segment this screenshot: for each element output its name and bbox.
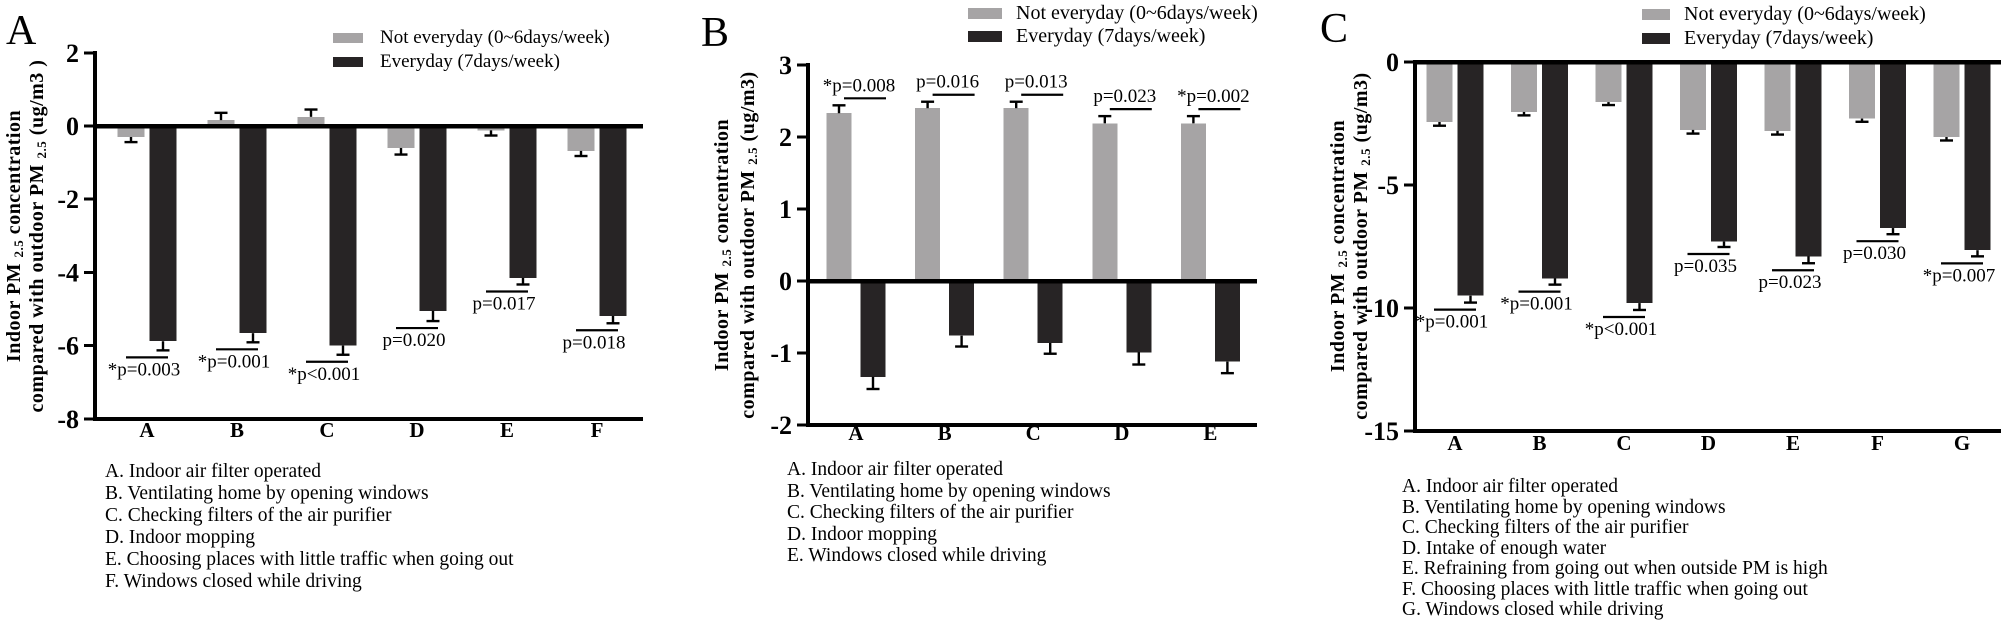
panel-label-c: C <box>1320 6 1349 52</box>
panel-label-b: B <box>701 10 730 56</box>
footnotes-panel-c <box>1402 477 1828 621</box>
y-tick-label: -6 <box>57 331 79 361</box>
bar-not-everyday-E <box>1765 62 1791 131</box>
footnote-line: G. Windows closed while driving <box>1402 599 1664 620</box>
y-tick-label: -4 <box>57 258 79 288</box>
y-axis-label: compared with outdoor PM 2.5 (ug/m3) <box>737 71 760 419</box>
y-axis-label: compared with outdoor PM 2.5 (ug/m3) <box>1350 72 1373 420</box>
category-label: E <box>499 418 515 442</box>
pvalue-label: *p=0.001 <box>1415 311 1489 333</box>
bar-not-everyday-G <box>1934 62 1960 137</box>
bar-everyday-B <box>1542 62 1568 278</box>
footnote-line: C. Checking filters of the air purifier <box>1402 517 1689 538</box>
footnote-line: C. Checking filters of the air purifier <box>787 502 1074 523</box>
category-label: D <box>1700 431 1717 455</box>
category-label: C <box>1025 421 1041 445</box>
category-label: B <box>1532 431 1547 455</box>
bar-everyday-F <box>600 126 627 316</box>
legend-row-not-everyday <box>1642 2 1926 26</box>
legend-row-not-everyday <box>333 26 610 50</box>
y-tick-label: 0 <box>66 112 79 141</box>
bar-not-everyday-D <box>388 126 415 148</box>
y-tick-label: 3 <box>779 51 792 80</box>
legend-panel-b <box>968 2 1258 48</box>
pvalue-label: p=0.023 <box>1093 86 1157 108</box>
y-axis-label: Indoor PM 2.5 concentration <box>1327 119 1350 373</box>
bar-not-everyday-A <box>1427 62 1453 122</box>
category-label: C <box>1616 431 1632 455</box>
pvalue-label: p=0.030 <box>1843 243 1906 265</box>
footnote-line: A. Indoor air filter operated <box>1402 476 1619 497</box>
bar-everyday-E <box>510 126 537 278</box>
bar-everyday-D <box>420 126 447 311</box>
pvalue-label: *p=0.001 <box>1500 293 1573 315</box>
footnote-line: D. Indoor mopping <box>787 523 938 545</box>
everyday-swatch <box>1642 33 1670 44</box>
legend-row-everyday <box>333 50 610 74</box>
not-everyday-swatch <box>1642 9 1670 20</box>
bar-not-everyday-C <box>1004 108 1029 281</box>
footnote-line: A. Indoor air filter operated <box>105 461 322 482</box>
category-label: E <box>1785 431 1801 455</box>
footnotes-panel-b <box>787 459 1111 567</box>
pvalue-label: p=0.023 <box>1758 272 1822 294</box>
bar-everyday-A <box>861 281 886 377</box>
pvalue-label: *p=0.003 <box>107 359 181 381</box>
y-axis-label: Indoor PM 2.5 concentration <box>711 118 734 372</box>
not-everyday-label: Not everyday (0~6days/week) <box>380 27 610 48</box>
pvalue-label: p=0.016 <box>916 71 980 93</box>
footnote-line: B. Ventilating home by opening windows <box>1402 496 1726 518</box>
bar-everyday-D <box>1711 62 1737 242</box>
bar-not-everyday-B <box>915 108 940 281</box>
footnote-line: B. Ventilating home by opening windows <box>787 480 1111 502</box>
category-label: D <box>409 418 425 442</box>
footnote-line: F. Choosing places with little traffic when going out <box>1402 578 1808 600</box>
legend-panel-a <box>333 26 610 74</box>
bar-everyday-E <box>1215 281 1240 362</box>
bar-everyday-E <box>1796 62 1822 256</box>
category-label: E <box>1203 421 1218 445</box>
bar-everyday-B <box>949 281 974 336</box>
pvalue-label: *p=0.008 <box>822 75 896 97</box>
footnote-line: B. Ventilating home by opening windows <box>105 483 429 504</box>
category-label: B <box>937 421 952 445</box>
category-label: A <box>1447 431 1463 455</box>
footnote-line: E. Choosing places with little traffic when going out <box>105 549 514 570</box>
pvalue-label: *p<0.001 <box>1584 318 1658 340</box>
footnote-line: D. Indoor mopping <box>105 527 256 548</box>
footnotes-panel-a <box>105 461 514 593</box>
category-label: A <box>848 421 864 445</box>
chart-panel-B <box>711 51 1257 445</box>
y-tick-label: -10 <box>1364 294 1399 323</box>
y-tick-label: 2 <box>779 123 792 152</box>
not-everyday-label: Not everyday (0~6days/week) <box>1016 2 1258 24</box>
y-tick-label: 2 <box>66 38 79 68</box>
y-axis-label: Indoor PM 2.5 concentration <box>3 109 26 363</box>
pvalue-label: *p=0.007 <box>1922 265 1996 287</box>
everyday-label: Everyday (7days/week) <box>380 51 560 72</box>
legend-panel-c <box>1642 2 1926 50</box>
y-tick-label: -15 <box>1364 417 1399 446</box>
y-tick-label: -2 <box>57 185 79 215</box>
y-tick-label: -8 <box>57 404 79 434</box>
everyday-swatch <box>968 31 1002 42</box>
bar-not-everyday-B <box>1511 62 1537 112</box>
chart-panel-A <box>3 39 643 442</box>
footnote-line: F. Windows closed while driving <box>105 571 362 592</box>
not-everyday-label: Not everyday (0~6days/week) <box>1684 2 1926 25</box>
pvalue-label: p=0.035 <box>1674 255 1737 277</box>
bar-not-everyday-A <box>827 113 852 281</box>
bar-everyday-C <box>1627 62 1653 303</box>
bar-not-everyday-D <box>1092 123 1117 281</box>
pvalue-label: *p=0.001 <box>197 351 271 373</box>
everyday-label: Everyday (7days/week) <box>1016 25 1206 47</box>
y-tick-label: 0 <box>1386 48 1399 77</box>
y-tick-label: 1 <box>779 195 792 224</box>
y-tick-label: -5 <box>1377 171 1399 200</box>
panel-label-a: A <box>6 8 37 54</box>
bar-not-everyday-C <box>1596 62 1622 102</box>
bar-everyday-F <box>1880 62 1906 228</box>
bar-everyday-A <box>150 126 177 341</box>
not-everyday-swatch <box>333 33 363 43</box>
y-axis-label: compared with outdoor PM 2.5 (ug/m3 ) <box>26 59 49 413</box>
category-label: F <box>590 418 604 442</box>
category-label: B <box>229 418 245 442</box>
bar-everyday-B <box>240 126 267 333</box>
bar-everyday-G <box>1965 62 1991 250</box>
bar-everyday-C <box>1038 281 1063 343</box>
pvalue-label: *p<0.001 <box>287 363 361 385</box>
pvalue-label: p=0.017 <box>472 293 536 315</box>
footnote-line: C. Checking filters of the air purifier <box>105 505 392 526</box>
bar-everyday-A <box>1458 62 1484 296</box>
category-label: A <box>139 418 155 442</box>
pvalue-label: p=0.013 <box>1004 71 1068 93</box>
pvalue-label: p=0.018 <box>562 332 626 354</box>
bar-not-everyday-F <box>568 126 595 151</box>
category-label: C <box>319 418 335 442</box>
chart-panel-C <box>1327 48 2001 455</box>
category-label: G <box>1953 431 1971 455</box>
footnote-line: A. Indoor air filter operated <box>787 459 1004 480</box>
legend-row-everyday <box>1642 26 1926 50</box>
y-tick-label: -1 <box>770 339 792 368</box>
bar-everyday-C <box>330 126 357 346</box>
bar-everyday-D <box>1126 281 1151 352</box>
y-tick-label: -2 <box>770 411 792 440</box>
category-label: D <box>1114 421 1130 445</box>
footnote-line: D. Intake of enough water <box>1402 537 1607 559</box>
everyday-label: Everyday (7days/week) <box>1684 26 1874 49</box>
bar-not-everyday-E <box>1181 123 1206 281</box>
legend-row-everyday <box>968 25 1258 48</box>
y-tick-label: 0 <box>779 267 792 296</box>
footnote-line: E. Windows closed while driving <box>787 545 1047 566</box>
pvalue-label: *p=0.002 <box>1177 86 1250 108</box>
footnote-line: E. Refraining from going out when outside PM is high <box>1402 558 1828 579</box>
legend-row-not-everyday <box>968 2 1258 25</box>
bar-not-everyday-F <box>1849 62 1875 119</box>
pvalue-label: p=0.020 <box>382 330 446 352</box>
category-label: F <box>1871 431 1884 455</box>
bar-not-everyday-D <box>1680 62 1706 130</box>
not-everyday-swatch <box>968 8 1002 19</box>
everyday-swatch <box>333 57 363 67</box>
